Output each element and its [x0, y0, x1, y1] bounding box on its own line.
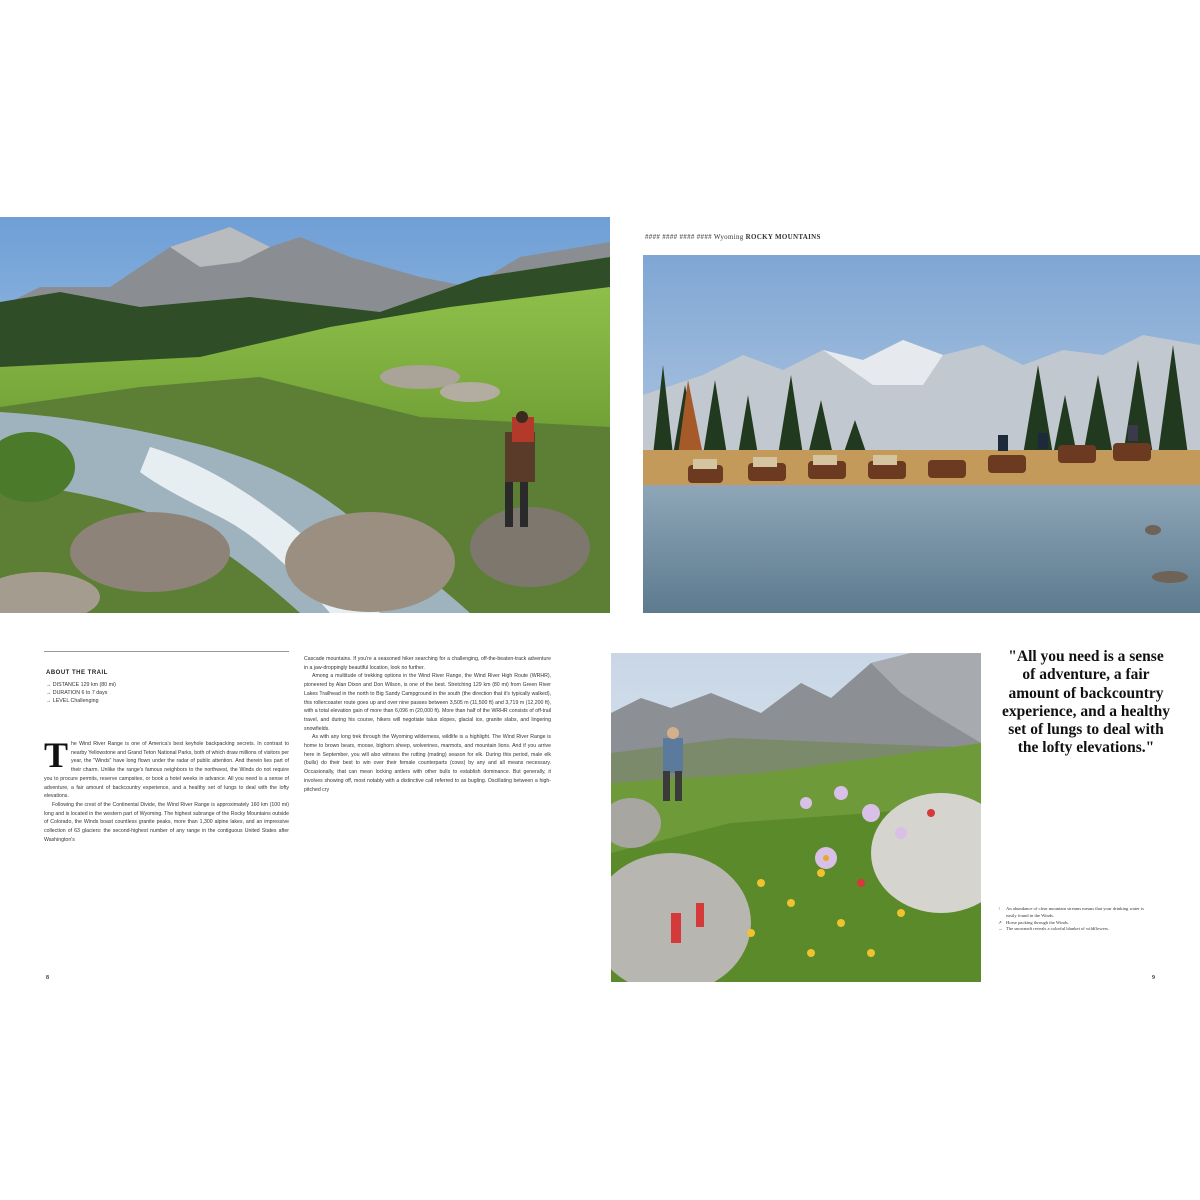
caption-item: [998, 906, 1148, 920]
pull-quote: "All you need is a sense of adventure, a fair amount of backcountry experience, and a healthy set of lungs to deal with the lofty elevations.": [1002, 648, 1170, 757]
caption-item: [998, 926, 1148, 933]
running-head-region: Wyoming: [713, 233, 744, 241]
article-paragraph: Cascade mountains. If you're a seasoned hiker searching for a challenging, off-the-beaten-track adventure in a jaw-droppingly beautiful location, look no further.: [304, 656, 551, 671]
caption-text: Horse packing through the Winds.: [1006, 919, 1069, 925]
caption-text: An abundance of clear mountain streams means that your drinking water is easily found in the Winds.: [1006, 906, 1144, 918]
photo-captions: [998, 906, 1148, 933]
article-paragraph: As with any long trek through the Wyoming wilderness, wildlife is a highlight. The Wind River Range is home to brown bears, moose, bighorn sheep, wolverines, marmots, and mountain lions. And if you arrive here in September, you will also witness the rutting (mating) season for elk. During this period, male elk (bulls) do their best to win over their female counterparts (cows) by any and all means necessary. Occasionally, that can mean locking antlers with other bulls to establish dominance. But generally, it involves showing off, most notably with a distinctive call referred to as bugling. Oscillating between a high-pitched cry: [304, 734, 551, 793]
article-paragraph: he Wind River Range is one of America's best keyhole backpacking secrets. In contrast to nearby Yellowstone and Grand Teton National Parks, both of which draw millions of visitors per year, the "Winds" have long flown under the radar of public attention. And therein lies part of their charm. Unlike the range's famous neighbors to the northwest, the Winds do not require you to procure permits, reserve campsites, or book a hotel weeks in advance. All you need is a sense of adventure, a fair amount of backcountry experience, and a healthy set of lungs to deal with the lofty elevations.: [44, 741, 289, 800]
running-head: [645, 233, 821, 241]
trail-fact-distance: → DISTANCE 129 km (80 mi): [46, 682, 116, 688]
trail-fact-level: → LEVEL Challenging: [46, 698, 99, 704]
caption-item: [998, 920, 1148, 927]
about-trail-heading: ABOUT THE TRAIL: [46, 670, 108, 676]
running-head-section: ROCKY MOUNTAINS: [745, 233, 821, 241]
trail-facts: [46, 681, 116, 705]
caption-text: The snowmelt reveals a colorful blanket of wildflowers.: [1006, 926, 1110, 932]
sidebar-rule: [44, 651, 289, 652]
dropcap: T: [44, 735, 69, 775]
article-column-2: [304, 655, 551, 794]
running-head-prefix: #### #### #### ####: [645, 233, 712, 241]
folio-right: 9: [1152, 975, 1155, 981]
article-paragraph: Following the crest of the Continental Divide, the Wind River Range is approximately 160 km (100 mi) long and is located in the western part of Wyoming. The highest subrange of the Rocky Mountains outside of Colorado, the Winds boast countless granite peaks, more than 1,300 alpine lakes, and an impressive collection of 63 glaciers: the second-highest number of any range in the contiguous United States after Washington's: [44, 801, 289, 843]
folio-left: 8: [46, 975, 49, 981]
caption-arrow-icon: →: [998, 926, 1003, 932]
caption-arrow-icon: ↗: [998, 919, 1002, 925]
photo-wildflower-meadow: [611, 653, 981, 982]
photo-mountain-stream: [0, 217, 610, 613]
article-paragraph: Among a multitude of trekking options in the Wind River Range, the Wind River High Route (WRHR), pioneered by Alan Dixon and Don Wilson, is one of the best. Stretching 129 km (80 mi) from Green River Lakes Trailhead in the north to Big Sandy Campground in the south (the direction that it's typically walked), this rollercoaster route goes up and over nine passes between 3,505 m (11,500 ft) and 3,719 m (12,200 ft), with a total elevation gain of more than 6,096 m (20,000 ft). More than half of the WRHR consists of off-trail travel, and during his course, hikers will negotiate talus slopes, glacial ice, granite slabs, and lingering snowfields.: [304, 673, 551, 732]
caption-arrow-icon: ↑: [998, 906, 1001, 911]
photo-horse-pack-train: [643, 255, 1200, 613]
trail-fact-duration: → DURATION 6 to 7 days: [46, 690, 108, 696]
article-column-1: [44, 735, 289, 844]
